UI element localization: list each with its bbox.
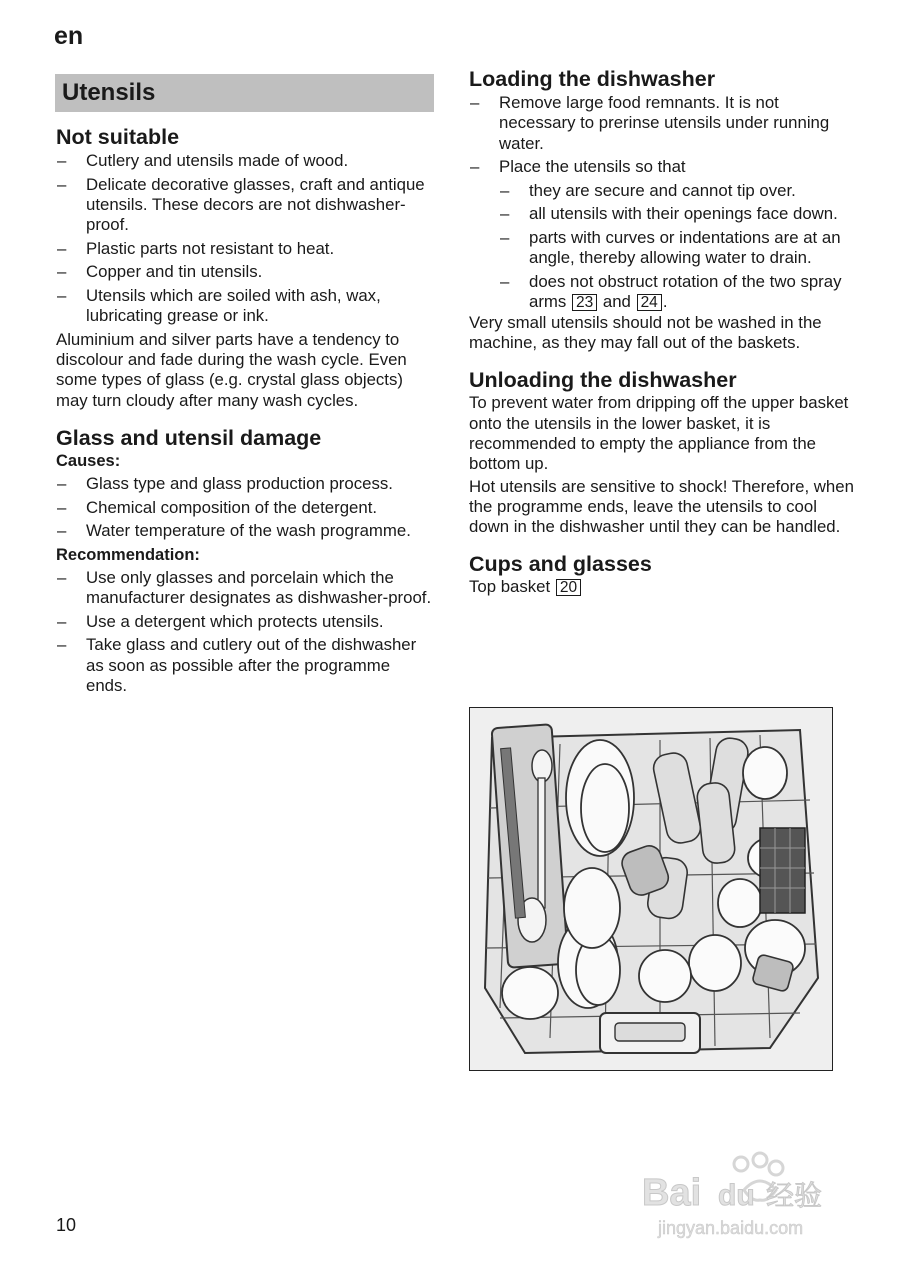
- svg-text:经验: 经验: [766, 1179, 823, 1212]
- ref-24: 24: [637, 294, 662, 311]
- cups-heading: Cups and glasses: [469, 552, 652, 577]
- loading-paragraph: Very small utensils should not be washed in the machine, as they may fall out of the baskets.: [469, 312, 822, 353]
- not-suitable-heading: Not suitable: [56, 125, 180, 149]
- list-item: – Chemical composition of the detergent.: [56, 498, 434, 518]
- list-item: – Cutlery and utensils made of wood.: [56, 151, 434, 171]
- sub-list-item: – they are secure and cannot tip over.: [499, 181, 854, 201]
- right-column: [469, 66, 854, 598]
- ref-23: 23: [572, 294, 597, 311]
- list-item: – Use a detergent which protects utensils.: [56, 612, 434, 632]
- baidu-logo: [636, 1150, 866, 1250]
- causes-list: [56, 474, 434, 541]
- not-suitable-paragraph: Aluminium and silver parts have a tendency to discolour and fade during the wash cycle. Even some types of glass (e.g. crystal glass objects) may turn cloudy after many wash cycles.: [56, 329, 407, 410]
- basket-drawing: [470, 708, 831, 1069]
- list-item: – Take glass and cutlery out of the dishwasher as soon as possible after the programme ends.: [56, 635, 434, 696]
- caption-text: Top basket: [469, 577, 551, 597]
- recommendation-list: [56, 568, 434, 696]
- sub-list-item: – parts with curves or indentations are at an angle, thereby allowing water to drain.: [499, 228, 854, 269]
- top-basket-illustration: [469, 707, 833, 1071]
- loading-sublist: [499, 181, 854, 313]
- recommendation-label: Recommendation:: [56, 545, 200, 564]
- section-title: Utensils: [55, 74, 434, 112]
- list-item: – Water temperature of the wash programme.: [56, 521, 434, 541]
- period: .: [662, 292, 668, 312]
- loading-heading: Loading the dishwasher: [469, 67, 716, 91]
- figure-caption: [469, 577, 854, 597]
- left-column: [56, 74, 434, 700]
- unloading-paragraph-1: To prevent water from dripping off the upper basket onto the utensils in the lower basket, it is recommended to empty the appliance from the bottom up.: [469, 393, 849, 474]
- unloading-paragraph-2: Hot utensils are sensitive to shock! Therefore, when the programme ends, leave the utensils to cool down in the dishwasher until they can be handled.: [469, 476, 854, 537]
- loading-list: [469, 93, 854, 312]
- baidu-watermark: [636, 1150, 866, 1250]
- svg-text:Bai: Bai: [642, 1172, 702, 1214]
- list-item: – Utensils which are soiled with ash, wax, lubricating grease or ink.: [56, 286, 434, 327]
- spray-arms-text: does not obstruct rotation of the two spray arms: [529, 271, 842, 312]
- language-code: en: [54, 22, 84, 50]
- list-item: – Copper and tin utensils.: [56, 262, 434, 282]
- list-item: – Glass type and glass production process.: [56, 474, 434, 494]
- sub-list-item: – all utensils with their openings face down.: [499, 204, 854, 224]
- list-item: [469, 157, 854, 312]
- and-text: and: [602, 292, 631, 312]
- list-item: – Use only glasses and porcelain which the manufacturer designates as dishwasher-proof.: [56, 568, 434, 609]
- list-item-text: Place the utensils so that: [499, 157, 686, 177]
- list-item: – Delicate decorative glasses, craft and antique utensils. These decors are not dishwasher-proof.: [56, 175, 434, 236]
- list-item: – Remove large food remnants. It is not necessary to prerinse utensils under running water.: [469, 93, 854, 154]
- page-number: 10: [56, 1215, 77, 1235]
- ref-20: 20: [556, 579, 581, 596]
- list-item: – Plastic parts not resistant to heat.: [56, 239, 434, 259]
- watermark-url: jingyan.baidu.com: [658, 1218, 804, 1238]
- svg-text:du: du: [718, 1179, 755, 1212]
- not-suitable-list: [56, 151, 434, 327]
- sub-list-item: [499, 272, 854, 313]
- unloading-heading: Unloading the dishwasher: [469, 368, 737, 393]
- glass-damage-heading: Glass and utensil damage: [56, 426, 322, 451]
- causes-label: Causes:: [56, 452, 121, 471]
